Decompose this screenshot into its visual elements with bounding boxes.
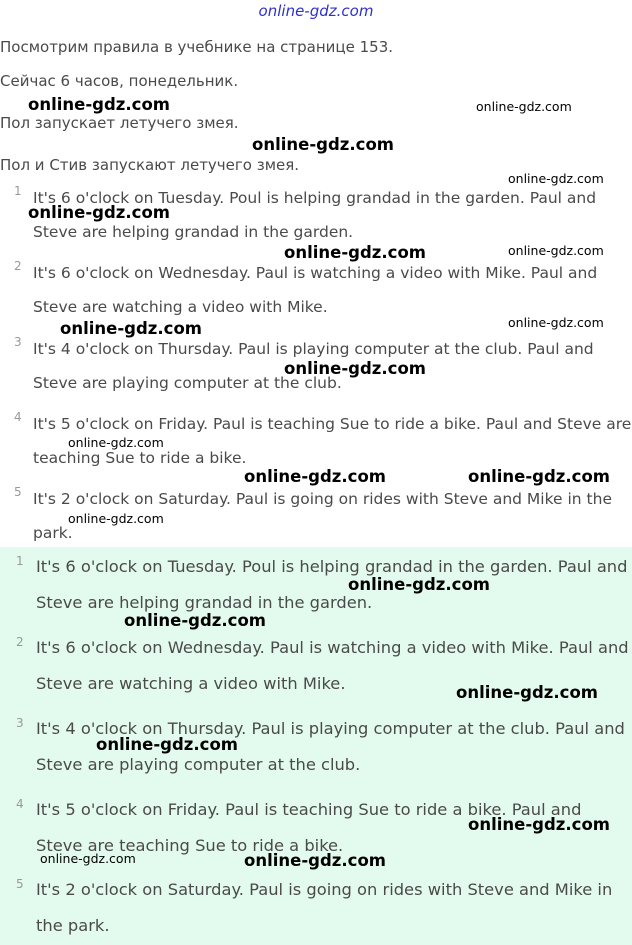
watermark: online-gdz.com <box>468 815 610 834</box>
watermark: online-gdz.com <box>60 319 202 338</box>
item-number: 4 <box>16 797 24 811</box>
item-number: 2 <box>16 635 24 649</box>
intro-line-1: Посмотрим правила в учебнике на странице 153. <box>0 38 394 56</box>
intro-line-4: Пол и Стив запускают летучего змея. <box>0 156 300 174</box>
item-number: 4 <box>14 410 22 424</box>
item-number: 5 <box>16 877 24 891</box>
site-header[interactable]: online-gdz.com <box>258 2 374 20</box>
watermark: online-gdz.com <box>40 851 136 866</box>
item-number: 1 <box>16 554 24 568</box>
item-text: It's 2 o'clock on Saturday. Paul is going on rides with Steve and Mike in the park. <box>33 490 612 542</box>
item-text: It's 5 o'clock on Friday. Paul is teaching Sue to ride a bike. Paul and Steve are teaching Sue to ride a bike. <box>36 800 582 855</box>
item-text: It's 6 o'clock on Wednesday. Paul is watching a video with Mike. Paul and Steve are watching a video with Mike. <box>36 638 629 693</box>
watermark: online-gdz.com <box>284 359 426 378</box>
intro-line-2: Сейчас 6 часов, понедельник. <box>0 72 239 90</box>
watermark: online-gdz.com <box>124 611 266 630</box>
watermark: online-gdz.com <box>28 95 170 114</box>
watermark: online-gdz.com <box>68 435 164 450</box>
watermark: online-gdz.com <box>348 575 490 594</box>
watermark: online-gdz.com <box>96 735 238 754</box>
item-text: It's 6 o'clock on Tuesday. Poul is helping grandad in the garden. Paul and Steve are helping grandad in the garden. <box>36 557 628 612</box>
watermark: online-gdz.com <box>468 467 610 486</box>
watermark: online-gdz.com <box>456 683 598 702</box>
watermark: online-gdz.com <box>284 243 426 262</box>
item-text: It's 2 o'clock on Saturday. Paul is going on rides with Steve and Mike in the park. <box>36 880 613 935</box>
watermark: online-gdz.com <box>244 467 386 486</box>
item-number: 2 <box>14 259 22 273</box>
item-number: 1 <box>14 184 22 198</box>
item-text: It's 6 o'clock on Tuesday. Poul is helping grandad in the garden. Paul and Steve are helping grandad in the garden. <box>33 189 597 241</box>
item-number: 3 <box>14 335 22 349</box>
watermark: online-gdz.com <box>476 99 572 114</box>
watermark: online-gdz.com <box>508 243 604 258</box>
item-number: 3 <box>16 716 24 730</box>
watermark: online-gdz.com <box>252 135 394 154</box>
watermark: online-gdz.com <box>508 315 604 330</box>
item-number: 5 <box>14 485 22 499</box>
watermark: online-gdz.com <box>28 203 170 222</box>
watermark: online-gdz.com <box>508 171 604 186</box>
intro-line-3: Пол запускает летучего змея. <box>0 114 239 132</box>
watermark: online-gdz.com <box>244 851 386 870</box>
item-text: It's 6 o'clock on Wednesday. Paul is watching a video with Mike. Paul and Steve are watching a video with Mike. <box>33 264 598 316</box>
watermark: online-gdz.com <box>68 511 164 526</box>
item-text: It's 5 o'clock on Friday. Paul is teaching Sue to ride a bike. Paul and Steve are teaching Sue to ride a bike. <box>33 415 632 467</box>
item-text: It's 4 o'clock on Thursday. Paul is playing computer at the club. Paul and Steve are playing computer at the club. <box>33 340 594 392</box>
item-text: It's 4 o'clock on Thursday. Paul is playing computer at the club. Paul and Steve are playing computer at the club. <box>36 719 625 774</box>
